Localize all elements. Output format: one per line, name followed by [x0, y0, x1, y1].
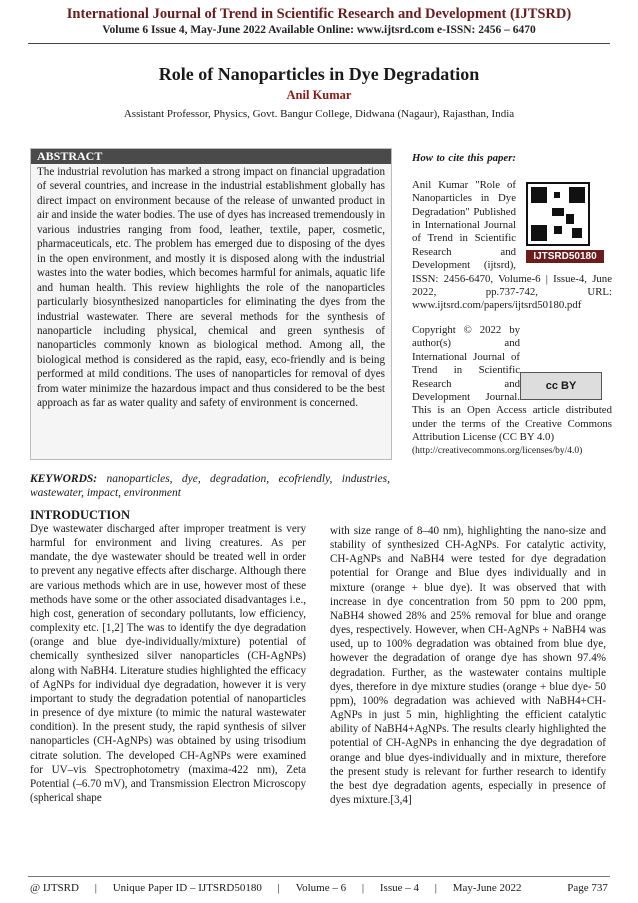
cc-by-license-icon: cc BY	[520, 372, 602, 400]
footer-issue: Issue – 4	[379, 882, 419, 894]
cite-label: How to cite this paper:	[412, 152, 516, 164]
cite-body: Anil Kumar "Role of Nanoparticles in Dye Degradation" Published in International Journal of Trend in Scientific Research and Development (ijtsrd), ISSN: 2456-6470, Volume-6 | Issue-4, June 2022, pp.737-742, URL: www.ijtsrd.com/papers/ijtsrd50180.pdf	[412, 178, 612, 312]
abstract-box	[30, 148, 392, 460]
copyright-text: Copyright © 2022 by author(s) and International Journal of Trend in Scientific Research and Development Journal. This is an Open Access article distributed under the terms of the Creative Commons Attribution License (CC BY 4.0)	[412, 324, 612, 444]
footer-date: May-June 2022	[452, 882, 522, 894]
header-rule	[28, 43, 610, 44]
footer-volume: Volume – 6	[295, 882, 347, 894]
qr-code-icon	[526, 182, 590, 246]
introduction-heading: INTRODUCTION	[30, 508, 131, 522]
journal-header: International Journal of Trend in Scientific Research and Development (IJTSRD)	[66, 6, 572, 22]
body-column-right: with size range of 8–40 nm), highlighting the nano-size and stability of synthesized CH-AgNPs. For catalytic activity, CH-AgNPs and NaBH4 were tested for dye degradation potential for Orange and Blue dyes individually and in mixture (orange + blue dye). It was observed that with increase in dye concentration from 50 ppm to 200 ppm, NaBH4 showed 28% and 25% removal for blue and orange dyes, respectively. However, when CH-AgNPs + NaBH4 was used, up to 100% degradation was obtained from blue dye, however the degradation of orange dye has shown 97.4% degradation. Further, as the wastewater contains multiple dyes, therefore in dye mixture studies (orange + blue dye- 50 ppm), 100% degradation was achieved with NaBH4+CH-AgNPs in just 5 min, highlighting the efficient catalytic ability of NaBH4+AgNPs. The results clearly highlighted the potential of CH-AgNPs in enhancing the dye degradation of orange and blue dyes-individually and in mixture, therefore the present study is relevant for further research to identify the best dye degradation agents, especially in presence of dyes mixture.[3,4]	[330, 525, 606, 806]
keywords-text: nanoparticles, dye, degradation, ecofriendly, industries, wastewater, impact, environment	[30, 473, 390, 499]
cite-text	[412, 165, 415, 177]
volume-line: Volume 6 Issue 4, May-June 2022 Available Online: www.ijtsrd.com e-ISSN: 2456 – 6470	[102, 24, 536, 36]
footer-journal: @ IJTSRD	[30, 882, 79, 894]
footer-rule	[28, 876, 610, 877]
abstract-text: The industrial revolution has marked a strong impact on financial upgradation of several countries, and increase in the industrial establishment globally has direct impact on environment because of the release of unwanted product in air and inside the water bodies. The use of dyes has increased tremendously in various industries ranging from food, leather, textile, paper, cosmetic, pharmaceuticals, etc. The problem has emerged due to disposing of the dyes in the open environment, and mostly it is disposed along with the industrial wastes into the water bodies, which becomes harmful for animals, aquatic life and human health. This review highlights the role of the nanoparticles particularly biosynthesized nanoparticles for eliminating the dyes from the industrial wastewater. There are several methods for the synthesis of nanoparticle including physical, chemical and green synthesis of nanoparticles commonly known as biological method. Among all, the biological method is considered as the rapid, easy, eco-friendly and is being performed at mild conditions. The uses of nanoparticles for removal of dyes from water minimize the hazardous impact and thus considered to be the best approach as far as water quality and safety of environment is concerned.	[37, 166, 385, 410]
paper-title: Role of Nanoparticles in Dye Degradation	[158, 64, 480, 84]
qr-label: IJTSRD50180	[526, 250, 604, 263]
keywords-label: KEYWORDS:	[30, 473, 98, 485]
author-name: Anil Kumar	[286, 88, 352, 102]
affiliation: Assistant Professor, Physics, Govt. Bangur College, Didwana (Nagaur), Rajasthan, India	[123, 108, 515, 120]
footer-page: Page 737	[567, 882, 608, 894]
keywords	[30, 472, 390, 500]
body-column-left: Dye wastewater discharged after improper treatment is very harmful for environment and living creatures. As per mandate, the dye wastewater should be treated well in order to prevent any negative effects after discharge. Although there are various methods which are in use, however most of these methods have some or the other associated disadvantages i.e., high cost, generation of secondary pollutants, low efficiency, complexity etc. [1,2] The was to identify the dye degradation (orange and blue dye-individually/mixture) potential of chemically synthesized silver nanoparticles (CH-AgNPs) along with NaBH4. Literature studies highlighted the efficacy of AgNPs for individual dye degradation, however it is very important to study the degradation potential of nanoparticles in presence of dye mixture (to mimic the natural wastewater condition). In the present study, the rapid synthesis of silver nanoparticles (CH-AgNPs) was obtained by using trisodium citrate solution. The developed CH-AgNPs were examined for UV–vis Spectrophotometry (maxima-422 nm), Zeta Potential (–6.70 mV), and Transmission Electron Microscopy (spherical shape	[30, 523, 306, 804]
license-url[interactable]: (http://creativecommons.org/licenses/by/4.0)	[412, 445, 583, 456]
page-footer: @ IJTSRD | Unique Paper ID – IJTSRD50180 | Volume – 6 | Issue – 4 | May-June 2022 Page 737	[30, 882, 608, 894]
abstract-heading: ABSTRACT	[31, 149, 391, 164]
footer-paper-id: Unique Paper ID – IJTSRD50180	[112, 882, 262, 894]
